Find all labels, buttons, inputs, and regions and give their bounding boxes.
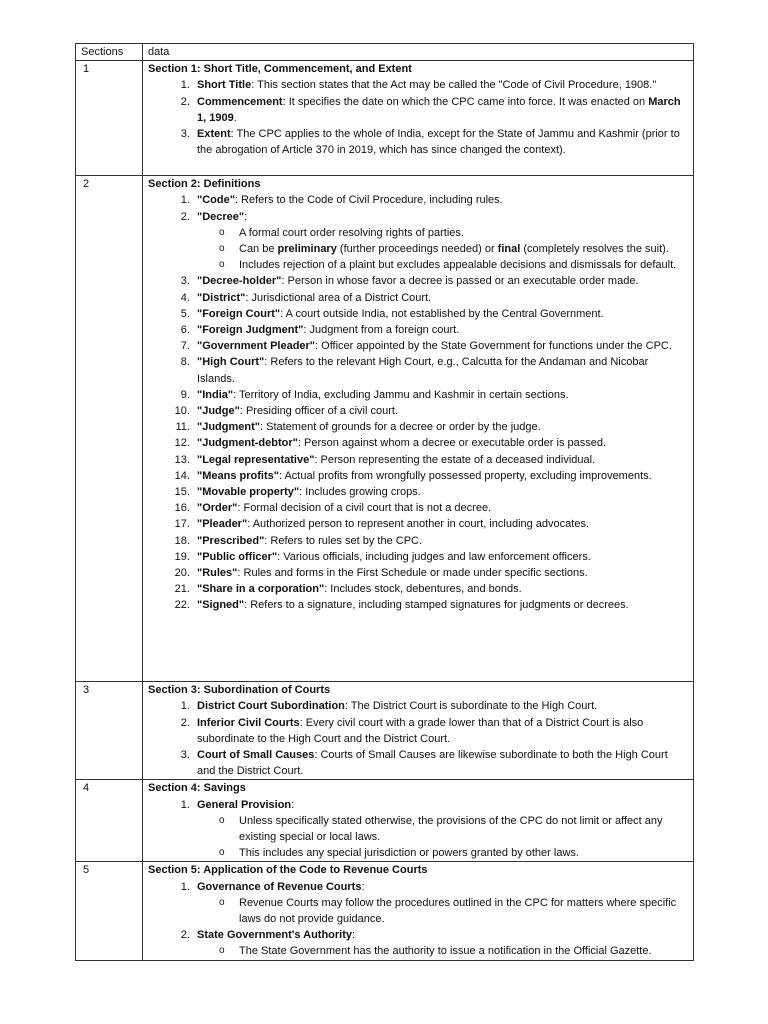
sub-item-text: (completely resolves the suit). bbox=[520, 243, 669, 256]
sub-item-text: Unless specifically stated otherwise, the provisions of the CPC do not limit or affect any existing special or local laws. bbox=[239, 814, 663, 844]
item-text: : Statement of grounds for a decree or order by the judge. bbox=[260, 421, 541, 434]
section-number-cell: 5 bbox=[76, 862, 143, 960]
table-header-row bbox=[76, 44, 694, 61]
section-title: Section 1: Short Title, Commencement, and Extent bbox=[148, 63, 412, 76]
sub-list bbox=[197, 895, 688, 927]
list-item bbox=[193, 533, 688, 549]
sections-table bbox=[75, 43, 694, 961]
table-row bbox=[76, 862, 694, 960]
item-term: "Decree-holder" bbox=[197, 275, 282, 288]
item-term: "Decree" bbox=[197, 210, 245, 223]
definition-list bbox=[148, 192, 688, 613]
item-text: : Officer appointed by the State Government for functions under the CPC. bbox=[315, 340, 672, 353]
sub-item-term: final bbox=[497, 243, 521, 256]
sub-list-item bbox=[239, 813, 688, 845]
sub-item-text: Revenue Courts may follow the procedures outlined in the CPC for matters where specific laws do not provide guidance. bbox=[239, 896, 677, 926]
item-term: "Judge" bbox=[197, 405, 240, 418]
item-term: "Prescribed" bbox=[197, 534, 265, 547]
list-item bbox=[193, 403, 688, 419]
item-text: : bbox=[352, 929, 356, 942]
item-term: "Order" bbox=[197, 502, 238, 515]
definition-list bbox=[148, 879, 688, 960]
item-term: "Judgment-debtor" bbox=[197, 437, 298, 450]
definition-list bbox=[148, 698, 688, 779]
item-term: "Judgment" bbox=[197, 421, 260, 434]
item-text: : bbox=[291, 798, 295, 811]
section-title: Section 3: Subordination of Courts bbox=[148, 684, 331, 697]
item-term: "Movable property" bbox=[197, 486, 300, 499]
item-text: : Presiding officer of a civil court. bbox=[239, 405, 398, 418]
item-text: : Authorized person to represent another in court, including advocates. bbox=[247, 518, 590, 531]
section-data-cell bbox=[143, 780, 694, 862]
list-item bbox=[193, 419, 688, 435]
table-row bbox=[76, 780, 694, 862]
section-title: Section 2: Definitions bbox=[148, 178, 261, 191]
item-text: : It specifies the date on which the CPC came into force. It was enacted on bbox=[282, 95, 649, 108]
item-term: "High Court" bbox=[197, 356, 265, 369]
list-item bbox=[193, 192, 688, 208]
item-text: : The District Court is subordinate to the High Court. bbox=[344, 700, 598, 713]
sub-item-text: Includes rejection of a plaint but excludes appealable decisions and dismissals for default. bbox=[239, 259, 677, 272]
table-row bbox=[76, 61, 694, 176]
definition-list bbox=[148, 77, 688, 158]
list-item bbox=[193, 209, 688, 274]
list-item bbox=[193, 354, 688, 386]
item-term: "Signed" bbox=[197, 599, 245, 612]
list-item bbox=[193, 797, 688, 862]
list-item bbox=[193, 747, 688, 779]
section-number-cell: 1 bbox=[76, 61, 143, 176]
item-text: : Actual profits from wrongfully possessed property, excluding improvements. bbox=[278, 469, 652, 482]
list-item bbox=[193, 338, 688, 354]
section-number-cell: 3 bbox=[76, 682, 143, 780]
item-text: : Refers to the Code of Civil Procedure, including rules. bbox=[234, 194, 503, 207]
section-number-cell: 4 bbox=[76, 780, 143, 862]
item-text: : Rules and forms in the First Schedule or made under specific sections. bbox=[237, 567, 588, 580]
sub-item-text: Can be bbox=[239, 243, 278, 256]
list-item bbox=[193, 715, 688, 747]
list-item bbox=[193, 435, 688, 451]
list-item bbox=[193, 468, 688, 484]
sub-list bbox=[197, 943, 688, 959]
item-text: : bbox=[361, 880, 365, 893]
item-text: : Person in whose favor a decree is passed or an executable order made. bbox=[281, 275, 639, 288]
table-body bbox=[76, 61, 694, 960]
list-item bbox=[193, 597, 688, 613]
definition-list bbox=[148, 797, 688, 862]
item-term: Governance of Revenue Courts bbox=[197, 880, 362, 893]
item-term: State Government's Authority bbox=[197, 929, 353, 942]
item-term: Court of Small Causes bbox=[197, 749, 315, 762]
item-term: Inferior Civil Courts bbox=[197, 716, 300, 729]
list-item bbox=[193, 500, 688, 516]
item-term: "Means profits" bbox=[197, 469, 279, 482]
sub-item-text: This includes any special jurisdiction or powers granted by other laws. bbox=[239, 847, 579, 860]
sub-list bbox=[197, 225, 688, 274]
list-item bbox=[193, 927, 688, 959]
list-item bbox=[193, 322, 688, 338]
list-item bbox=[193, 484, 688, 500]
item-text: : Person against whom a decree or executable order is passed. bbox=[297, 437, 607, 450]
item-text: : Formal decision of a civil court that is not a decree. bbox=[237, 502, 492, 515]
section-number-cell: 2 bbox=[76, 176, 143, 682]
item-term: Commencement bbox=[197, 95, 283, 108]
item-term: "District" bbox=[197, 291, 246, 304]
list-item bbox=[193, 126, 688, 158]
list-item bbox=[193, 306, 688, 322]
item-term: March 1, 1909 bbox=[197, 95, 681, 124]
item-text: : bbox=[244, 210, 248, 223]
list-item bbox=[193, 273, 688, 289]
item-text: : Person representing the estate of a deceased individual. bbox=[314, 453, 596, 466]
list-item bbox=[193, 452, 688, 468]
item-term: "Public officer" bbox=[197, 550, 278, 563]
item-term: "Foreign Judgment" bbox=[197, 324, 304, 337]
list-item bbox=[193, 77, 688, 93]
column-header-sections: Sections bbox=[76, 44, 143, 61]
item-term: "India" bbox=[197, 388, 234, 401]
item-term: "Rules" bbox=[197, 567, 238, 580]
column-header-data: data bbox=[143, 44, 694, 61]
section-data-cell bbox=[143, 176, 694, 682]
item-term: "Share in a corporation" bbox=[197, 583, 325, 596]
list-item bbox=[193, 581, 688, 597]
sub-item-text: A formal court order resolving rights of parties. bbox=[239, 226, 464, 239]
item-text: : Territory of India, excluding Jammu and Kashmir in certain sections. bbox=[233, 388, 569, 401]
list-item bbox=[193, 290, 688, 306]
item-text: . bbox=[233, 111, 237, 124]
item-term: "Pleader" bbox=[197, 518, 248, 531]
item-term: Short Title bbox=[197, 79, 252, 92]
sub-list-item bbox=[239, 241, 688, 257]
table-row bbox=[76, 682, 694, 780]
item-text: : Jurisdictional area of a District Court. bbox=[245, 291, 432, 304]
item-term: "Legal representative" bbox=[197, 453, 315, 466]
list-item bbox=[193, 94, 688, 126]
item-text: : Every civil court with a grade lower than that of a District Court is also subordinate to the High Court and the District Court. bbox=[197, 716, 644, 745]
item-text: : Courts of Small Causes are likewise subordinate to both the High Court and the District Court. bbox=[197, 749, 668, 778]
sub-item-text: (further proceedings needed) or bbox=[336, 243, 498, 256]
item-text: : Includes growing crops. bbox=[299, 486, 421, 499]
section-data-cell bbox=[143, 682, 694, 780]
section-data-cell bbox=[143, 61, 694, 176]
sub-item-text: The State Government has the authority to issue a notification in the Official Gazette. bbox=[239, 945, 652, 958]
list-item bbox=[193, 698, 688, 714]
item-term: District Court Subordination bbox=[197, 700, 345, 713]
section-title: Section 5: Application of the Code to Revenue Courts bbox=[148, 864, 428, 877]
table-row bbox=[76, 176, 694, 682]
list-item bbox=[193, 879, 688, 928]
sub-list-item bbox=[239, 895, 688, 927]
item-text: : A court outside India, not established by the Central Government. bbox=[280, 307, 604, 320]
item-text: : Refers to rules set by the CPC. bbox=[264, 534, 423, 547]
section-data-cell bbox=[143, 862, 694, 960]
sub-list-item bbox=[239, 225, 688, 241]
sub-item-term: preliminary bbox=[277, 243, 337, 256]
sub-list-item bbox=[239, 943, 688, 959]
item-term: "Foreign Court" bbox=[197, 307, 281, 320]
list-item bbox=[193, 516, 688, 532]
item-text: : Judgment from a foreign court. bbox=[303, 324, 460, 337]
item-text: : Refers to a signature, including stamped signatures for judgments or decrees. bbox=[244, 599, 629, 612]
item-text: : This section states that the Act may be called the "Code of Civil Procedure, 1908." bbox=[251, 79, 657, 92]
item-term: Extent bbox=[197, 128, 231, 141]
item-text: : The CPC applies to the whole of India, except for the State of Jammu and Kashmir (prior to the abrogation of Article 370 in 2019, which has since changed the context). bbox=[197, 128, 680, 157]
list-item bbox=[193, 565, 688, 581]
sub-list bbox=[197, 813, 688, 862]
item-text: : Various officials, including judges and law enforcement officers. bbox=[277, 550, 591, 563]
sub-list-item bbox=[239, 257, 688, 273]
list-item bbox=[193, 549, 688, 565]
item-term: "Government Pleader" bbox=[197, 340, 316, 353]
list-item bbox=[193, 387, 688, 403]
item-text: : Refers to the relevant High Court, e.g., Calcutta for the Andaman and Nicobar Islands. bbox=[197, 356, 649, 385]
item-term: General Provision bbox=[197, 798, 292, 811]
item-text: : Includes stock, debentures, and bonds. bbox=[324, 583, 522, 596]
sub-list-item bbox=[239, 845, 688, 861]
item-term: "Code" bbox=[197, 194, 235, 207]
section-title: Section 4: Savings bbox=[148, 782, 246, 795]
